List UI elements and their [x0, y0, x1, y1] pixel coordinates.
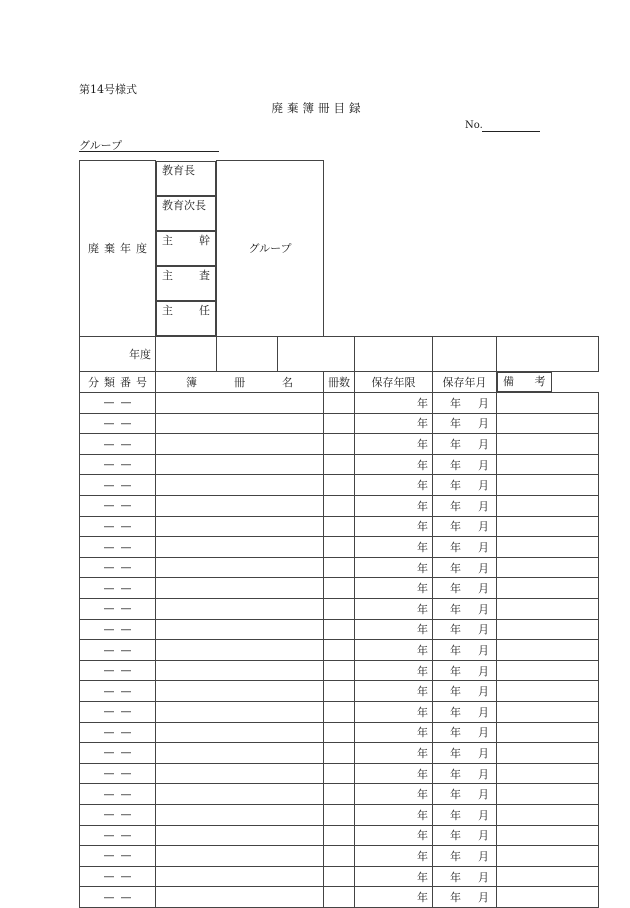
table-row: [80, 846, 599, 867]
retention-year-month-cell[interactable]: 年 月: [433, 660, 497, 681]
volume-count-cell[interactable]: [324, 804, 355, 825]
retention-year-month-cell[interactable]: 年 月: [433, 537, 497, 558]
retention-year-month-cell[interactable]: 年 月: [433, 825, 497, 846]
retention-period-cell[interactable]: 年: [355, 784, 433, 805]
volume-count-cell[interactable]: [324, 743, 355, 764]
stamp-box-superintendent[interactable]: [156, 336, 217, 371]
classification-number-cell[interactable]: ——: [80, 393, 156, 414]
volume-count-cell[interactable]: [324, 887, 355, 908]
table-row: [80, 887, 599, 908]
volume-count-cell[interactable]: [324, 866, 355, 887]
volume-count-cell[interactable]: [324, 784, 355, 805]
table-row: [80, 784, 599, 805]
disposal-register-table: [79, 160, 599, 908]
retention-period-cell[interactable]: 年: [355, 640, 433, 661]
volume-count-cell[interactable]: [324, 681, 355, 702]
retention-period-cell[interactable]: 年: [355, 825, 433, 846]
table-row: [80, 804, 599, 825]
volume-count-cell[interactable]: [324, 413, 355, 434]
classification-number-cell[interactable]: ——: [80, 722, 156, 743]
remarks-cell[interactable]: [497, 578, 599, 599]
retention-year-month-cell[interactable]: 年 月: [433, 516, 497, 537]
stamp-box-inspector[interactable]: [355, 336, 433, 371]
volume-count-cell[interactable]: [324, 557, 355, 578]
remarks-cell[interactable]: [497, 866, 599, 887]
retention-period-cell[interactable]: 年: [355, 846, 433, 867]
remarks-cell[interactable]: [497, 640, 599, 661]
book-name-cell[interactable]: [156, 434, 324, 455]
retention-year-month-cell[interactable]: 年 月: [433, 599, 497, 620]
document-no-field[interactable]: [482, 131, 540, 132]
retention-period-cell[interactable]: 年: [355, 454, 433, 475]
book-name-cell[interactable]: [156, 743, 324, 764]
retention-period-cell[interactable]: 年: [355, 722, 433, 743]
table-row: [80, 722, 599, 743]
remarks-cell[interactable]: [497, 413, 599, 434]
table-row: [80, 557, 599, 578]
table-row: [80, 702, 599, 723]
remarks-cell[interactable]: [497, 475, 599, 496]
approval-col-deputy: 教育次長: [156, 196, 216, 231]
volume-count-cell[interactable]: [324, 846, 355, 867]
retention-period-cell[interactable]: 年: [355, 475, 433, 496]
classification-number-cell[interactable]: ——: [80, 496, 156, 517]
table-row: [80, 619, 599, 640]
volume-count-cell[interactable]: [324, 475, 355, 496]
disposal-year-field[interactable]: 年度: [80, 336, 156, 371]
table-row: [80, 578, 599, 599]
form-title: 廃棄簿冊目録: [271, 101, 365, 115]
retention-period-cell[interactable]: 年: [355, 619, 433, 640]
classification-number-cell[interactable]: ——: [80, 846, 156, 867]
disposal-year-header: 廃棄年度: [80, 161, 156, 337]
classification-number-cell[interactable]: ——: [80, 599, 156, 620]
document-no-label: No.: [465, 120, 483, 131]
book-name-cell[interactable]: [156, 393, 324, 414]
retention-year-month-cell[interactable]: 年 月: [433, 866, 497, 887]
table-row: [80, 537, 599, 558]
classification-number-cell[interactable]: ——: [80, 887, 156, 908]
remarks-cell[interactable]: [497, 681, 599, 702]
remarks-cell[interactable]: [497, 393, 599, 414]
book-name-cell[interactable]: [156, 537, 324, 558]
table-row: [80, 599, 599, 620]
volume-count-cell[interactable]: [324, 516, 355, 537]
list-header-row: [80, 371, 599, 393]
retention-period-cell[interactable]: 年: [355, 866, 433, 887]
approval-header-row: [80, 161, 599, 337]
book-name-cell[interactable]: [156, 454, 324, 475]
retention-period-cell[interactable]: 年: [355, 660, 433, 681]
retention-year-month-cell[interactable]: 年 月: [433, 640, 497, 661]
group-name-field[interactable]: [79, 151, 219, 152]
stamp-box-group[interactable]: [497, 336, 599, 371]
retention-year-month-cell[interactable]: 年 月: [433, 496, 497, 517]
form-number: 第14号様式: [79, 83, 137, 96]
retention-period-cell[interactable]: 年: [355, 804, 433, 825]
table-row: [80, 475, 599, 496]
remarks-cell[interactable]: [497, 496, 599, 517]
retention-period-cell[interactable]: 年: [355, 578, 433, 599]
volume-count-cell[interactable]: [324, 454, 355, 475]
classification-number-cell[interactable]: ——: [80, 640, 156, 661]
classification-number-cell[interactable]: ——: [80, 825, 156, 846]
classification-number-cell[interactable]: ——: [80, 681, 156, 702]
classification-number-cell[interactable]: ——: [80, 578, 156, 599]
retention-year-month-cell[interactable]: 年 月: [433, 722, 497, 743]
stamp-box-deputy[interactable]: [217, 336, 278, 371]
remarks-cell[interactable]: [497, 722, 599, 743]
remarks-cell[interactable]: [497, 557, 599, 578]
remarks-cell[interactable]: [497, 702, 599, 723]
book-name-cell[interactable]: [156, 640, 324, 661]
remarks-cell[interactable]: [497, 434, 599, 455]
retention-period-cell[interactable]: 年: [355, 887, 433, 908]
remarks-cell[interactable]: [497, 660, 599, 681]
approval-stamp-row: [80, 336, 599, 371]
volume-count-cell[interactable]: [324, 722, 355, 743]
classification-number-cell[interactable]: ——: [80, 413, 156, 434]
retention-year-month-cell[interactable]: 年 月: [433, 619, 497, 640]
table-row: [80, 866, 599, 887]
classification-number-cell[interactable]: ——: [80, 866, 156, 887]
table-row: [80, 496, 599, 517]
approval-col-officer: 主 任: [156, 301, 216, 336]
table-row: [80, 825, 599, 846]
classification-number-cell[interactable]: ——: [80, 537, 156, 558]
classification-number-cell[interactable]: ——: [80, 454, 156, 475]
remarks-cell[interactable]: [497, 784, 599, 805]
book-name-cell[interactable]: [156, 846, 324, 867]
stamp-box-officer[interactable]: [433, 336, 497, 371]
remarks-cell[interactable]: [497, 825, 599, 846]
retention-period-cell[interactable]: 年: [355, 413, 433, 434]
classification-number-cell[interactable]: ——: [80, 702, 156, 723]
remarks-cell[interactable]: [497, 619, 599, 640]
classification-number-cell[interactable]: ——: [80, 660, 156, 681]
retention-period-cell[interactable]: 年: [355, 393, 433, 414]
retention-year-month-cell[interactable]: 年 月: [433, 887, 497, 908]
volume-count-cell[interactable]: [324, 393, 355, 414]
book-name-cell[interactable]: [156, 804, 324, 825]
retention-year-month-cell[interactable]: 年 月: [433, 413, 497, 434]
table-row: [80, 681, 599, 702]
table-row: [80, 413, 599, 434]
volume-count-cell[interactable]: [324, 434, 355, 455]
retention-year-month-cell[interactable]: 年 月: [433, 743, 497, 764]
volume-count-cell[interactable]: [324, 537, 355, 558]
header-retention-year-month: 保存年月: [433, 371, 497, 393]
volume-count-cell[interactable]: [324, 702, 355, 723]
table-row: [80, 454, 599, 475]
retention-year-month-cell[interactable]: 年 月: [433, 475, 497, 496]
retention-year-month-cell[interactable]: 年 月: [433, 434, 497, 455]
book-name-cell[interactable]: [156, 887, 324, 908]
remarks-cell[interactable]: [497, 516, 599, 537]
retention-year-month-cell[interactable]: 年 月: [433, 846, 497, 867]
group-label: グループ: [79, 139, 123, 152]
retention-period-cell[interactable]: 年: [355, 599, 433, 620]
retention-year-month-cell[interactable]: 年 月: [433, 557, 497, 578]
retention-period-cell[interactable]: 年: [355, 763, 433, 784]
approval-col-superintendent: 教育長: [156, 161, 216, 196]
table-row: [80, 743, 599, 764]
retention-period-cell[interactable]: 年: [355, 434, 433, 455]
retention-period-cell[interactable]: 年: [355, 516, 433, 537]
volume-count-cell[interactable]: [324, 825, 355, 846]
book-name-cell[interactable]: [156, 413, 324, 434]
approval-col-chief: 主 幹: [156, 231, 216, 266]
volume-count-cell[interactable]: [324, 619, 355, 640]
table-row: [80, 660, 599, 681]
book-name-cell[interactable]: [156, 619, 324, 640]
stamp-box-chief[interactable]: [278, 336, 355, 371]
retention-period-cell[interactable]: 年: [355, 557, 433, 578]
book-name-cell[interactable]: [156, 475, 324, 496]
classification-number-cell[interactable]: ——: [80, 619, 156, 640]
remarks-cell[interactable]: [497, 763, 599, 784]
header-retention-period: 保存年限: [355, 371, 433, 393]
book-name-cell[interactable]: [156, 763, 324, 784]
volume-count-cell[interactable]: [324, 660, 355, 681]
remarks-cell[interactable]: [497, 846, 599, 867]
retention-year-month-cell[interactable]: 年 月: [433, 454, 497, 475]
retention-period-cell[interactable]: 年: [355, 537, 433, 558]
retention-period-cell[interactable]: 年: [355, 743, 433, 764]
approval-col-inspector: 主 査: [156, 266, 216, 301]
retention-year-month-cell[interactable]: 年 月: [433, 681, 497, 702]
remarks-cell[interactable]: [497, 804, 599, 825]
classification-number-cell[interactable]: ——: [80, 475, 156, 496]
book-name-cell[interactable]: [156, 681, 324, 702]
classification-number-cell[interactable]: ——: [80, 763, 156, 784]
book-name-cell[interactable]: [156, 722, 324, 743]
classification-number-cell[interactable]: ——: [80, 804, 156, 825]
book-name-cell[interactable]: [156, 516, 324, 537]
retention-year-month-cell[interactable]: 年 月: [433, 804, 497, 825]
header-remarks: 備 考: [497, 372, 552, 393]
classification-number-cell[interactable]: ——: [80, 784, 156, 805]
remarks-cell[interactable]: [497, 454, 599, 475]
header-book-name: 簿 冊 名: [156, 371, 324, 393]
book-name-cell[interactable]: [156, 496, 324, 517]
book-name-cell[interactable]: [156, 578, 324, 599]
retention-year-month-cell[interactable]: 年 月: [433, 578, 497, 599]
volume-count-cell[interactable]: [324, 640, 355, 661]
volume-count-cell[interactable]: [324, 763, 355, 784]
retention-year-month-cell[interactable]: 年 月: [433, 702, 497, 723]
remarks-cell[interactable]: [497, 887, 599, 908]
retention-year-month-cell[interactable]: 年 月: [433, 784, 497, 805]
classification-number-cell[interactable]: ——: [80, 434, 156, 455]
retention-period-cell[interactable]: 年: [355, 702, 433, 723]
book-name-cell[interactable]: [156, 784, 324, 805]
volume-count-cell[interactable]: [324, 599, 355, 620]
book-name-cell[interactable]: [156, 599, 324, 620]
retention-year-month-cell[interactable]: 年 月: [433, 393, 497, 414]
classification-number-cell[interactable]: ——: [80, 557, 156, 578]
book-name-cell[interactable]: [156, 557, 324, 578]
header-volume-count: 冊数: [324, 371, 355, 393]
classification-number-cell[interactable]: ——: [80, 743, 156, 764]
table-row: [80, 393, 599, 414]
retention-year-month-cell[interactable]: 年 月: [433, 763, 497, 784]
book-name-cell[interactable]: [156, 702, 324, 723]
remarks-cell[interactable]: [497, 743, 599, 764]
remarks-cell[interactable]: [497, 537, 599, 558]
table-row: [80, 640, 599, 661]
volume-count-cell[interactable]: [324, 496, 355, 517]
retention-period-cell[interactable]: 年: [355, 496, 433, 517]
table-row: [80, 763, 599, 784]
approval-col-group: グループ: [217, 161, 324, 337]
book-name-cell[interactable]: [156, 866, 324, 887]
classification-number-cell[interactable]: ——: [80, 516, 156, 537]
remarks-cell[interactable]: [497, 599, 599, 620]
table-row: [80, 434, 599, 455]
table-row: [80, 516, 599, 537]
retention-period-cell[interactable]: 年: [355, 681, 433, 702]
book-name-cell[interactable]: [156, 825, 324, 846]
book-name-cell[interactable]: [156, 660, 324, 681]
header-classification-number: 分類番号: [80, 371, 156, 393]
volume-count-cell[interactable]: [324, 578, 355, 599]
